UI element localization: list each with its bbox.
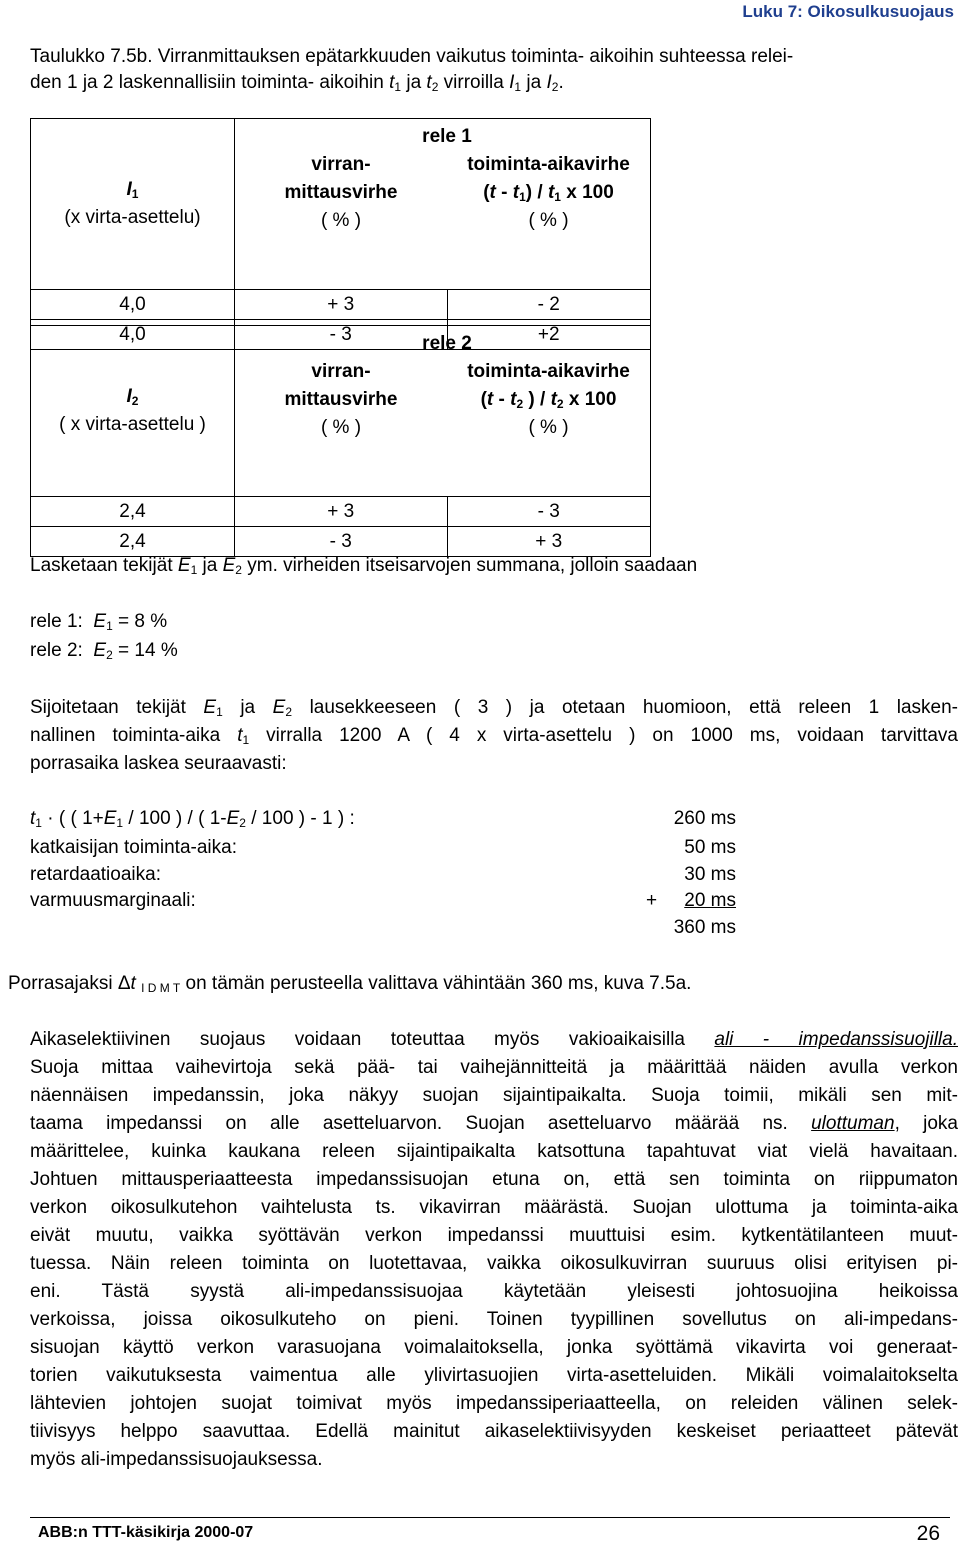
- t2-head-var: I: [126, 386, 132, 407]
- t2-head-time-unit: ( % ): [528, 417, 569, 438]
- caption-i1-sub: 1: [514, 80, 522, 94]
- calc-value-margin: [606, 890, 736, 912]
- paragraph-text: taama impedanssi on alle asetteluarvon. Suojan asetteluarvo määrää ns.: [30, 1113, 812, 1134]
- calc-formula-e2: E: [226, 808, 240, 829]
- caption-ja-1: ja: [406, 72, 422, 93]
- calc-formula-c: / 100 ) - 1 ) :: [245, 808, 355, 829]
- table-row: [31, 527, 651, 557]
- sij-l1-pre: Sijoitetaan tekijät: [30, 697, 186, 718]
- emphasized-term: ulottuman: [811, 1113, 895, 1134]
- paragraph-line: [30, 1110, 958, 1138]
- t1-head-meas: [235, 119, 472, 290]
- sij-e1-sub: 1: [216, 705, 223, 719]
- caption-t2: t: [426, 72, 432, 93]
- t2-f-sub1: 2: [516, 397, 524, 411]
- factors-intro-pre: Lasketaan tekijät: [30, 555, 173, 576]
- factor-rele2-value: = 14 %: [118, 640, 178, 661]
- factors-intro-post: ym. virheiden itseisarvojen summana, jolloin saadaan: [247, 555, 698, 576]
- paragraph-text: Aikaselektiivinen suojaus voidaan toteuttaa myös vakioaikaisilla: [30, 1029, 715, 1050]
- factor-rele2: [30, 640, 178, 662]
- t1-head-sub: 1: [131, 187, 139, 201]
- page-number: 26: [916, 1522, 940, 1545]
- calc-formula-t: t: [30, 808, 36, 829]
- factors-intro-e2-sub: 2: [235, 563, 242, 577]
- t1-head-note: (x virta-asettelu): [64, 207, 201, 228]
- t2-r2-c2: - 3: [235, 527, 448, 557]
- sij-e2-sub: 2: [285, 705, 293, 719]
- factor-rele1-sub: 1: [106, 619, 113, 633]
- calc-label-breaker: katkaisijan toiminta-aika:: [30, 837, 237, 858]
- t2-r1-c3: - 3: [447, 497, 651, 527]
- t2-head-current: [31, 326, 235, 497]
- sij-line-2: [30, 722, 958, 750]
- caption-end: .: [558, 72, 564, 93]
- t1-f-tail: x 100: [566, 182, 614, 203]
- t1-r2-c1: 4,0: [31, 320, 235, 350]
- calc-formula: [30, 808, 355, 830]
- sij-l2-pre: nallinen toiminta-aika: [30, 725, 221, 746]
- t2-f-tail: x 100: [568, 389, 617, 410]
- t2-head-sub: 2: [131, 394, 139, 408]
- t2-f-t2: t: [550, 389, 557, 410]
- paragraph-line: verkon oikosulkutehon vaihtelusta ts. vikavirran määrästä. Suojan ulottuma ja toiminta-aika: [30, 1197, 958, 1218]
- t2-head-time-1: toiminta-aikavirhe: [467, 361, 630, 382]
- porras-t: t: [130, 973, 136, 994]
- table-caption: [30, 44, 950, 96]
- paragraph-line: tiivisyys helppo saavuttaa. Edellä mainitut aikaselektiivisyyden keskeiset periaatteet pätevät: [30, 1421, 958, 1442]
- paragraph-line: Suoja mittaa vaihevirtoja sekä pää- tai vaihejännitteitä ja määrittää näiden avulla verkon: [30, 1057, 958, 1078]
- caption-line-2: [30, 70, 950, 96]
- t1-head-meas-unit: ( % ): [320, 210, 362, 231]
- sij-e1: E: [203, 697, 217, 718]
- porras-sub: I D M T: [141, 981, 181, 995]
- t1-r2-c2: - 3: [235, 320, 448, 350]
- factor-rele1: [30, 611, 167, 633]
- chapter-header: Luku 7: Oikosulkusuojaus: [742, 2, 954, 21]
- caption-t1-sub: 1: [394, 80, 402, 94]
- t2-f-t: t: [486, 389, 494, 410]
- paragraph-line: eivät muutu, vaikka syöttävän verkon impedanssi muuttuisi esim. kytkentätilanteen muut-: [30, 1225, 958, 1246]
- t1-head-time-1: toiminta-aikavirhe: [467, 154, 630, 175]
- calc-formula-b: / 100 ) / ( 1-: [123, 808, 227, 829]
- porras-line: [8, 973, 691, 995]
- factors-intro-ja: ja: [202, 555, 218, 576]
- factor-rele2-sub: 2: [106, 648, 113, 662]
- paragraph-text: , joka: [894, 1113, 958, 1134]
- calc-value-margin-text: 20 ms: [684, 890, 736, 911]
- t2-head-meas-2: mittausvirhe: [284, 389, 398, 410]
- factors-intro-e1: E: [177, 555, 191, 576]
- sijoitetaan-paragraph: [30, 694, 958, 778]
- paragraph-line: myös ali-impedanssisuojauksessa.: [30, 1449, 323, 1470]
- paragraph-line: lähtevien johtojen suojat toimivat myös impedanssiperiaatteella, on releiden välinen selek-: [30, 1393, 958, 1414]
- t2-f-sub2: 2: [556, 397, 564, 411]
- paragraph-line: näennäisen impedanssin, joka näkyy suojan sijaintipaikalta. Suoja toimii, mikäli sen mit-: [30, 1085, 958, 1106]
- t1-f-t: t: [489, 182, 496, 203]
- calc-formula-e2-sub: 2: [239, 816, 246, 830]
- paragraph-line: Johtuen mittausperiaatteesta impedanssisuojan etuna on, että sen toiminta on riippumaton: [30, 1169, 958, 1190]
- footer-rule: [30, 1517, 950, 1518]
- t1-relay-label: rele 1: [422, 126, 472, 147]
- paragraph-line: eni. Tästä syystä ali-impedanssisuojaa käytetään yleisesti johtosuojina heikoissa: [30, 1281, 958, 1302]
- caption-t1: t: [389, 72, 395, 93]
- emphasized-term: ali - impedanssisuojilla.: [714, 1029, 958, 1050]
- sij-line-1: [30, 694, 958, 722]
- table-row: [31, 497, 651, 527]
- caption-ja-2: ja: [526, 72, 542, 93]
- t2-r1-c1: 2,4: [31, 497, 235, 527]
- t1-head-meas-1: virran-: [311, 154, 371, 175]
- calc-formula-dot: ·: [47, 808, 54, 829]
- table-row: [31, 290, 651, 320]
- factors-intro-e1-sub: 1: [190, 563, 198, 577]
- paragraph-line: sisuojan käyttö verkon varasuojana voimalaitoksella, jonka syöttämä vikavirta voi generaat-: [30, 1337, 958, 1358]
- caption-t2-sub: 2: [431, 80, 439, 94]
- t1-f-sub2: 1: [554, 190, 561, 204]
- t2-head-note: ( x virta-asettelu ): [59, 414, 206, 435]
- porras-post: on tämän perusteella valittava vähintään 360 ms, kuva 7.5a.: [185, 973, 692, 994]
- t2-head-time-formula: ($t - t_2$ ) / $t_2$ x 100: [480, 389, 617, 411]
- sij-ja: ja: [240, 697, 256, 718]
- t1-r1-c2: + 3: [235, 290, 448, 320]
- calc-formula-a: ( ( 1+: [58, 808, 104, 829]
- t1-head-var: I: [126, 179, 132, 200]
- t1-r1-c1: 4,0: [31, 290, 235, 320]
- sij-line-3: porrasaika laskea seuraavasti:: [30, 753, 287, 774]
- factor-rele2-label: rele 2:: [30, 640, 83, 661]
- porras-delta: Δ: [117, 973, 131, 994]
- caption-i2: I: [546, 72, 552, 93]
- calc-value-retard: 30 ms: [684, 864, 736, 885]
- caption-virroilla: virroilla: [443, 72, 504, 93]
- t1-f-t2: t: [547, 182, 555, 203]
- t1-r1-c3: - 2: [447, 290, 651, 320]
- t2-head-meas-1: virran-: [311, 361, 371, 382]
- t2-f-t1: t: [510, 389, 517, 410]
- factors-intro: [30, 555, 697, 577]
- t2-r1-c2: + 3: [235, 497, 448, 527]
- calc-label-retard: retardaatioaika:: [30, 864, 161, 885]
- calc-plus: +: [646, 890, 658, 911]
- t1-r2-c3: +2: [447, 320, 651, 350]
- caption-i2-sub: 2: [551, 80, 559, 94]
- ali-impedance-paragraph: [30, 1026, 958, 1474]
- t1-head-time-formula: $(t - t_1) / t_1$ x 100: [483, 182, 614, 204]
- factor-rele1-label: rele 1:: [30, 611, 83, 632]
- t1-head-current: [31, 119, 235, 290]
- t2-r2-c1: 2,4: [31, 527, 235, 557]
- footer-source: ABB:n TTT-käsikirja 2000-07: [38, 1524, 254, 1541]
- calc-formula-e1: E: [103, 808, 117, 829]
- relay2-table: [30, 325, 651, 557]
- caption-line2-pre: den 1 ja 2 laskennallisiin toiminta- aikoihin: [30, 72, 384, 93]
- t1-head-time-unit: ( % ): [528, 210, 569, 231]
- t2-head-meas-unit: ( % ): [320, 417, 362, 438]
- relay1-table: [30, 118, 651, 350]
- sij-l2-post: virralla 1200 A ( 4 x virta-asettelu ) on 1000 ms, voidaan tarvittava: [266, 725, 959, 746]
- caption-i1: I: [509, 72, 515, 93]
- t2-head-meas: [235, 326, 472, 497]
- paragraph-line: verkoissa, joissa oikosulkuteho on pieni. Toinen tyypillinen sovellutus on ali-impedans-: [30, 1309, 958, 1330]
- calc-formula-t-sub: 1: [35, 816, 42, 830]
- calc-value-breaker: 50 ms: [684, 837, 736, 858]
- sij-t1: t: [237, 725, 243, 746]
- calc-formula-e1-sub: 1: [116, 816, 124, 830]
- caption-line-1: Taulukko 7.5b. Virranmittauksen epätarkkuuden vaikutus toiminta- aikoihin suhteessa relei-: [30, 46, 794, 67]
- paragraph-line: määrittelee, kuinka kaukana releen sijaintipaikalta katsottuna tapahtuvat viat vielä havaitaan.: [30, 1141, 958, 1162]
- paragraph-line: torien vaikutuksesta vaimentua alle ylivirtasuojien virta-asetteluiden. Mikäli voimalaitokselta: [30, 1365, 958, 1386]
- paragraph-line: tuessa. Näin releen toiminta on luotettavaa, vaikka oikosulkuvirran suuruus olisi erityisen pi-: [30, 1253, 958, 1274]
- calc-formula-value: 260 ms: [673, 808, 736, 829]
- factor-rele1-value: = 8 %: [118, 611, 168, 632]
- t2-r2-c3: + 3: [447, 527, 651, 557]
- t1-f-sub1: 1: [519, 190, 526, 204]
- t1-f-t1: t: [512, 182, 520, 203]
- calc-label-margin: varmuusmarginaali:: [30, 890, 196, 911]
- porras-pre: Porrasajaksi: [8, 973, 113, 994]
- sij-l1-post: lausekkeeseen ( 3 ) ja otetaan huomioon, että releen 1 lasken-: [309, 697, 959, 718]
- factor-rele1-e: E: [93, 611, 107, 632]
- t1-head-meas-2: mittausvirhe: [284, 182, 398, 203]
- factors-intro-e2: E: [222, 555, 236, 576]
- paragraph-line: [30, 1026, 958, 1054]
- sij-t1-sub: 1: [242, 733, 250, 747]
- factor-rele2-e: E: [93, 640, 107, 661]
- t2-relay-label: rele 2: [422, 333, 472, 354]
- sij-e2: E: [272, 697, 286, 718]
- calc-total: 360 ms: [673, 917, 736, 938]
